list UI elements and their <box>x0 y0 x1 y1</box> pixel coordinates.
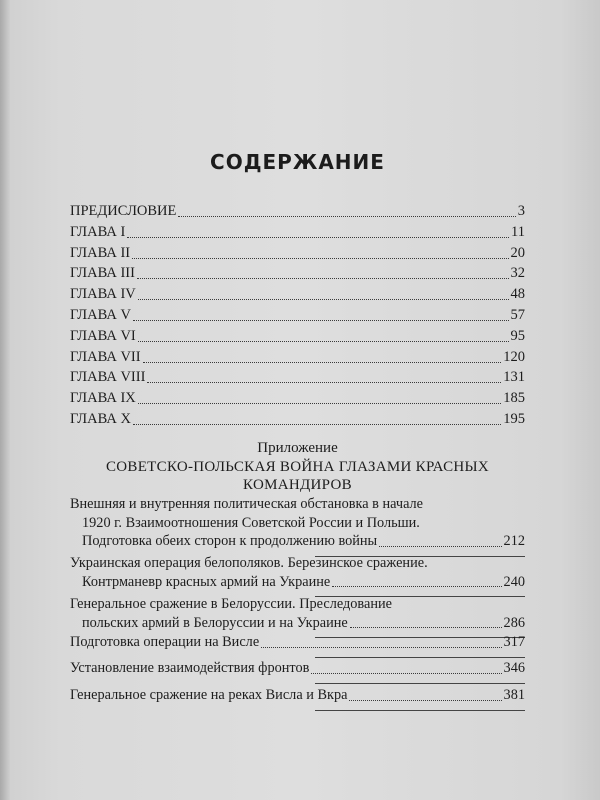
appendix-title <box>70 458 525 494</box>
appendix-title-line: СОВЕТСКО-ПОЛЬСКАЯ ВОЙНА ГЛАЗАМИ КРАСНЫХ <box>105 459 490 475</box>
toc-page-number: 57 <box>510 306 525 323</box>
section-divider <box>315 657 525 658</box>
toc-row <box>70 243 525 264</box>
section-text-line: Подготовка обеих сторон к продолжению войны <box>82 533 378 549</box>
section-last-line <box>70 614 525 633</box>
dot-leader <box>143 347 502 363</box>
section-last-line <box>70 659 525 678</box>
toc-row <box>70 284 525 305</box>
toc-row <box>70 263 525 284</box>
toc-page-number: 11 <box>511 223 525 240</box>
toc-label: ГЛАВА VII <box>70 348 141 365</box>
section-text-line: польских армий в Белоруссии и на Украине <box>82 614 348 631</box>
dot-leader <box>133 305 509 321</box>
toc-page-number: 185 <box>503 390 525 407</box>
dot-leader <box>311 660 501 674</box>
toc-label: ГЛАВА I <box>70 223 126 240</box>
toc-page-number: 32 <box>510 265 525 282</box>
section-divider <box>315 683 525 684</box>
appendix-section <box>70 554 525 591</box>
appendix-section <box>70 595 525 632</box>
toc-label: ГЛАВА V <box>70 306 131 323</box>
dot-leader <box>332 573 501 587</box>
toc-page-number: 3 <box>517 203 525 219</box>
section-text-line: Генеральное сражение на реках Висла и Вкра <box>70 687 348 703</box>
section-last-line <box>70 633 525 652</box>
dot-leader <box>349 687 501 701</box>
dot-leader <box>137 263 509 279</box>
section-text-line: Украинская операция белополяков. Березинское сражение. <box>70 555 428 571</box>
toc-label: ГЛАВА X <box>70 410 131 427</box>
appendix-label: Приложение <box>257 440 338 456</box>
section-page-number: 317 <box>503 634 525 650</box>
section-text-line: Контрманевр красных армий на Украине <box>82 573 331 590</box>
toc-label: ГЛАВА II <box>70 244 131 261</box>
section-page-number: 212 <box>503 533 525 549</box>
dot-leader <box>138 388 501 404</box>
section-page-number: 346 <box>503 660 525 676</box>
section-page-number: 286 <box>503 614 525 631</box>
dot-leader <box>133 409 501 425</box>
toc-row <box>70 201 525 222</box>
dot-leader <box>132 243 508 259</box>
toc-row <box>70 388 525 409</box>
toc-label: ГЛАВА III <box>70 265 135 282</box>
toc-page-number: 20 <box>510 244 525 261</box>
toc-page-number: 95 <box>510 327 525 344</box>
dot-leader <box>350 614 502 628</box>
section-page-number: 240 <box>503 573 525 590</box>
toc-row <box>70 347 525 368</box>
appendix-title-line: КОМАНДИРОВ <box>243 477 352 493</box>
appendix-section <box>70 495 525 551</box>
section-text-line: Внешняя и внутренняя политическая обстановка в начале <box>70 496 424 512</box>
dot-leader <box>147 367 501 383</box>
section-divider <box>315 710 525 711</box>
toc-label: ГЛАВА IV <box>70 286 136 303</box>
toc-label: ГЛАВА VI <box>70 327 136 344</box>
toc-label: ПРЕДИСЛОВИЕ <box>70 203 177 219</box>
table-of-contents <box>70 201 525 430</box>
toc-row <box>70 409 525 430</box>
book-spine-shadow <box>0 0 10 800</box>
appendix-section <box>70 686 525 705</box>
toc-row <box>70 367 525 388</box>
dot-leader <box>261 634 501 648</box>
toc-row <box>70 222 525 243</box>
section-text-line: Подготовка операции на Висле <box>70 634 260 650</box>
dot-leader <box>138 326 509 342</box>
toc-page-number: 48 <box>510 286 525 303</box>
toc-label: ГЛАВА VIII <box>70 369 146 386</box>
toc-page-number: 131 <box>503 369 525 386</box>
toc-page-number: 120 <box>503 348 525 365</box>
toc-row <box>70 305 525 326</box>
page-title: СОДЕРЖАНИЕ <box>210 150 385 174</box>
dot-leader <box>178 201 515 217</box>
appendix-section <box>70 659 525 678</box>
section-page-number: 381 <box>503 687 525 703</box>
section-last-line <box>70 532 525 551</box>
toc-page-number: 195 <box>503 410 525 427</box>
toc-label: ГЛАВА IX <box>70 390 136 407</box>
appendix-section <box>70 633 525 652</box>
toc-row <box>70 326 525 347</box>
section-last-line <box>70 686 525 705</box>
dot-leader <box>127 222 509 238</box>
dot-leader <box>138 284 509 300</box>
section-text-line: 1920 г. Взаимоотношения Советской России и Польши. <box>82 514 420 531</box>
section-text-line: Генеральное сражение в Белоруссии. Преследование <box>70 596 392 612</box>
dot-leader <box>379 533 501 547</box>
section-last-line <box>70 573 525 592</box>
section-text-line: Установление взаимодействия фронтов <box>70 660 310 676</box>
